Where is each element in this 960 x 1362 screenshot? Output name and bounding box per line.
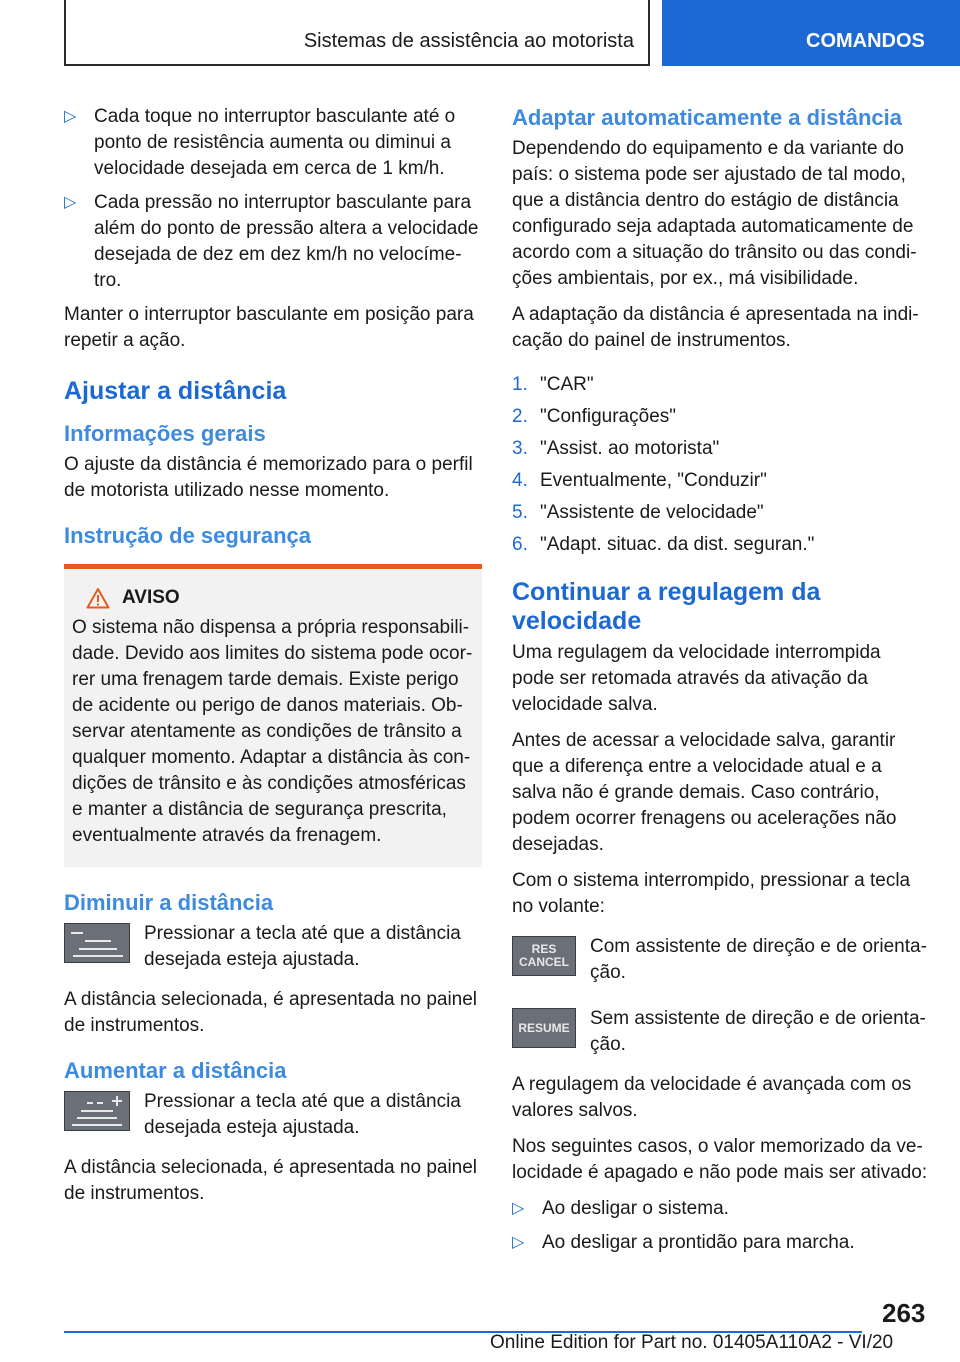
list-item: 6. "Adapt. situac. da dist. seguran." [512, 534, 815, 555]
auto-text-2: A adaptação da distância é apresentada na indicação do painel de instrumentos. [512, 304, 919, 351]
warning-triangle-icon [86, 587, 110, 609]
general-info-text: O ajuste da distância é memorizado para o perfil de motorista utilizado nesse momento. [64, 454, 473, 501]
list-item: 1. "CAR" [512, 374, 594, 395]
continue-text-2: Antes de acessar a velocidade salva, garantir que a diferença entre a velocidade atual e a salva não é grande demais. Caso contrário, podem ocorrer frenagens ou acelerações não desejadas. [512, 730, 897, 855]
heading-increase-distance: Aumentar a distância [64, 1058, 287, 1083]
res-cancel-button-icon: RES CANCEL [512, 936, 576, 976]
triangle-bullet-icon: ▷ [512, 1234, 525, 1251]
section-tab-label: COMANDOS [806, 30, 925, 52]
increase-text: Pressionar a tecla até que a distância desejada esteja ajustada. [144, 1091, 461, 1138]
heading-decrease-distance: Diminuir a distância [64, 890, 274, 915]
page-number: 263 [882, 1298, 926, 1328]
heading-auto-distance: Adaptar automaticamente a distância [512, 105, 903, 130]
decrease-note: A distância selecionada, é apresentada no painel de instrumentos. [64, 989, 478, 1036]
distance-increase-button-icon [64, 1091, 130, 1131]
heading-general-info: Informações gerais [64, 421, 266, 446]
decrease-text: Pressionar a tecla até que a distância desejada esteja ajustada. [144, 923, 461, 970]
heading-adjust-distance: Ajustar a distância [64, 377, 287, 405]
increase-instruction [64, 1089, 482, 1141]
list-item: ▷ Cada pressão no interruptor basculante para além do ponto de pressão altera a velocidade desejada de dez em dez km/h no velocímetro. [64, 192, 479, 291]
decrease-instruction [64, 921, 482, 973]
header-title: Sistemas de assistência ao motorista [303, 30, 634, 52]
resume-button-icon: RESUME [512, 1008, 576, 1048]
triangle-bullet-icon: ▷ [64, 194, 77, 211]
list-item: ▷ Ao desligar a prontidão para marcha. [512, 1230, 928, 1256]
continue-text-3: Com o sistema interrompido, pressionar a tecla no volante: [512, 870, 911, 917]
res-cancel-text: Com assistente de direção e de orientação. [590, 936, 927, 983]
left-column [64, 104, 482, 1217]
list-item: ▷ Ao desligar o sistema. [512, 1196, 928, 1222]
heading-safety: Instrução de segurança [64, 523, 311, 548]
list-item: 4. Eventualmente, "Conduzir" [512, 470, 767, 491]
continue-text-1: Uma regulagem da velocidade interrompida pode ser retomada através da ativação da velocidade salva. [512, 642, 881, 715]
triangle-bullet-icon: ▷ [64, 108, 77, 125]
section-tab[interactable] [662, 0, 960, 66]
resume-instruction [512, 1006, 928, 1058]
edition-text: Online Edition for Part no. 01405A110A2 - VI/20 [490, 1332, 894, 1353]
warning-box [64, 564, 482, 867]
right-column [512, 104, 928, 1264]
distance-decrease-button-icon [64, 923, 130, 963]
header-frame [64, 0, 650, 66]
triangle-bullet-icon: ▷ [512, 1200, 525, 1217]
list-item: 2. "Configurações" [512, 406, 677, 427]
auto-text-1: Dependendo do equipamento e da variante do país: o sistema pode ser ajustado de tal modo, que a distância dentro do estágio de distância configurado seja adaptada automaticamente de acordo com a situação do trânsito ou das condições ambientais, por ex., má visibilidade. [512, 138, 917, 289]
heading-continue-speed: Continuar a regulagem da velocidade [512, 578, 821, 635]
list-item: ▷ Cada toque no interruptor basculante até o ponto de resistência aumenta ou diminui a velocidade desejada em cerca de 1 km/h. [64, 106, 456, 179]
hold-text: Manter o interruptor basculante em posição para repetir a ação. [64, 304, 474, 351]
deleted-text: Nos seguintes casos, o valor memorizado da velocidade é apagado e não pode mais ser ativado: [512, 1136, 928, 1183]
warning-title: AVISO [86, 585, 474, 611]
resume-text: Sem assistente de direção e de orientação. [590, 1008, 926, 1055]
increase-note: A distância selecionada, é apresentada no painel de instrumentos. [64, 1157, 478, 1204]
list-item: 5. "Assistente de velocidade" [512, 502, 764, 523]
warning-text: O sistema não dispensa a própria responsabilidade. Devido aos limites do sistema pode ocorrer uma frenagem tarde demais. Existe perigo de acidente ou perigo de danos materiais. Observar atentamente as condições de trânsito a qualquer momento. Adaptar a distância às condições de trânsito e às condições atmosféricas e manter a distância de segurança prescrita, eventualmente através da frenagem. [72, 617, 473, 846]
saved-text: A regulagem da velocidade é avançada com os valores salvos. [512, 1074, 912, 1121]
res-cancel-instruction [512, 934, 928, 986]
list-item: 3. "Assist. ao motorista" [512, 438, 720, 459]
